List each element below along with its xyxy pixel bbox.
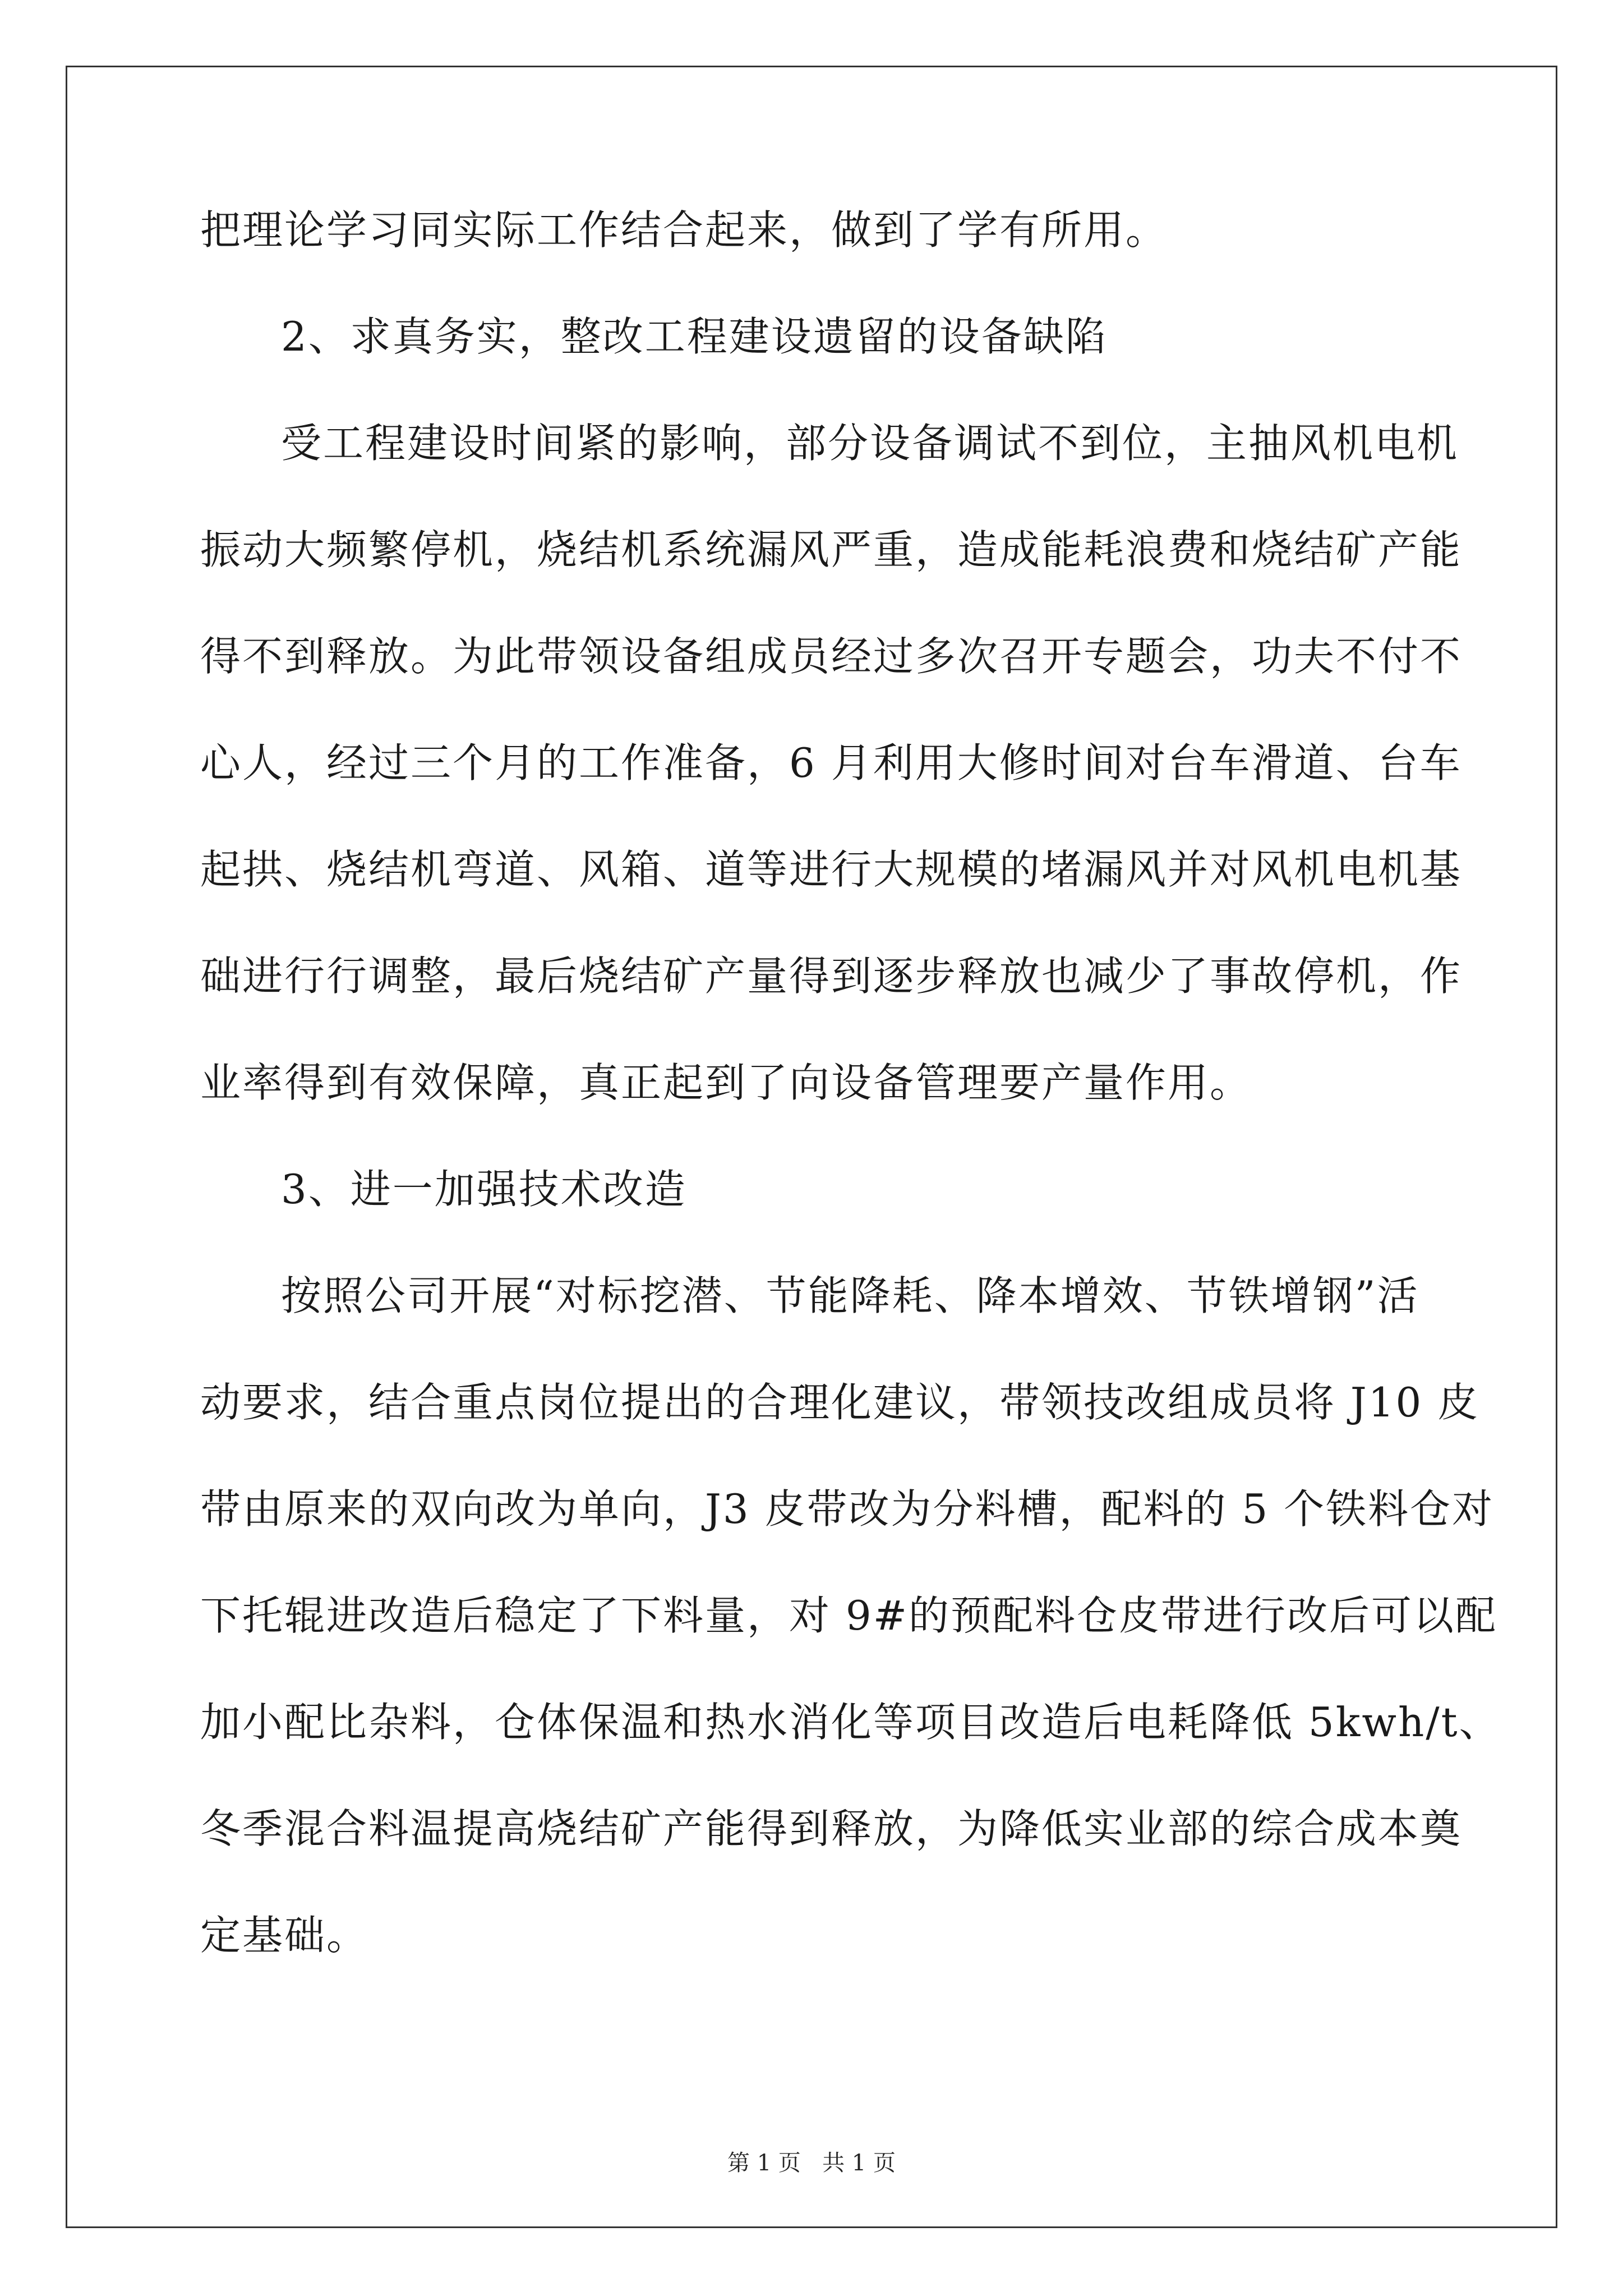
text-line: 冬季混合料温提高烧结矿产能得到释放，为降低实业部的综合成本奠 bbox=[200, 1805, 1463, 1852]
section-heading: 2、求真务实，整改工程建设遗留的设备缺陷 bbox=[281, 313, 1108, 360]
text-line: 起拱、烧结机弯道、风箱、道等进行大规模的堵漏风并对风机电机基 bbox=[200, 846, 1463, 893]
text-line: 振动大频繁停机，烧结机系统漏风严重，造成能耗浪费和烧结矿产能 bbox=[200, 526, 1463, 573]
page-footer: 第 1 页 共 1 页 bbox=[727, 2150, 896, 2176]
text-line: 受工程建设时间紧的影响，部分设备调试不到位，主抽风机电机 bbox=[281, 420, 1459, 467]
text-line: 心人，经过三个月的工作准备，6 月利用大修时间对台车滑道、台车 bbox=[200, 739, 1462, 786]
text-line: 得不到释放。为此带领设备组成员经过多次召开专题会，功夫不付不 bbox=[200, 633, 1463, 680]
text-line: 按照公司开展“对标挖潜、节能降耗、降本增效、节铁增钢”活 bbox=[281, 1272, 1419, 1319]
text-line: 把理论学习同实际工作结合起来，做到了学有所用。 bbox=[200, 206, 1168, 254]
text-line: 下托辊进改造后稳定了下料量，对 9#的预配料仓皮带进行改后可以配 bbox=[200, 1592, 1498, 1639]
text-line: 动要求，结合重点岗位提出的合理化建议，带领技改组成员将 J10 皮 bbox=[200, 1379, 1480, 1426]
page-border bbox=[66, 66, 1557, 2228]
section-heading: 3、进一加强技术改造 bbox=[281, 1166, 687, 1213]
text-line: 业率得到有效保障，真正起到了向设备管理要产量作用。 bbox=[200, 1059, 1252, 1106]
text-line: 带由原来的双向改为单向，J3 皮带改为分料槽，配料的 5 个铁料仓对 bbox=[200, 1485, 1495, 1533]
text-line: 定基础。 bbox=[200, 1912, 369, 1959]
text-line: 加小配比杂料，仓体保温和热水消化等项目改造后电耗降低 5kwh/t、 bbox=[200, 1699, 1501, 1746]
text-line: 础进行行调整，最后烧结矿产量得到逐步释放也减少了事故停机，作 bbox=[200, 953, 1463, 1000]
